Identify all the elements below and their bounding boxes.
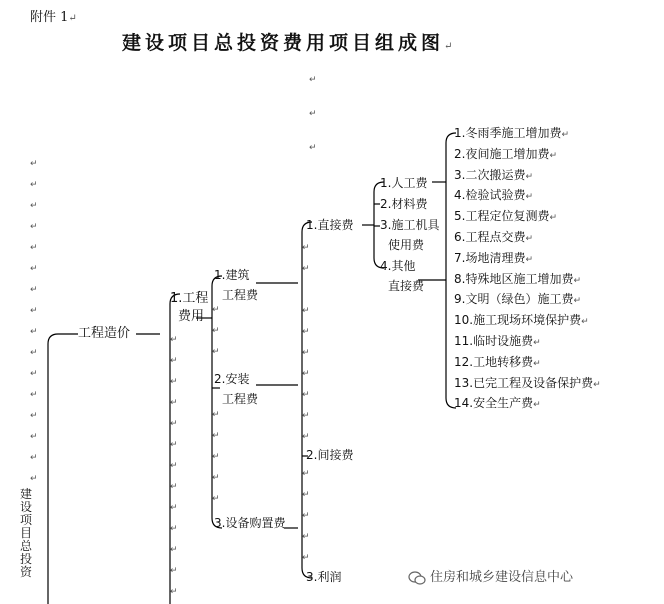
node-engineering-fee-l1: 1.工程 (170, 291, 209, 306)
measure-fee-item: 9.文明（绿色）施工费↵ (454, 292, 581, 307)
node-engineering-fee-l2: 费用 (178, 309, 205, 324)
wechat-icon (408, 571, 426, 585)
paragraph-mark: ↵ (302, 411, 310, 421)
measure-fee-item: 4.检验试验费↵ (454, 188, 533, 203)
paragraph-mark: ↵ (30, 348, 38, 358)
node-install-l1: 2.安装 (214, 372, 250, 386)
paragraph-mark: ↵ (302, 264, 310, 274)
paragraph-mark: ↵ (30, 411, 38, 421)
root-bracket (48, 334, 78, 604)
node-equipment: 3.设备购置费 (214, 516, 286, 530)
paragraph-mark: ↵ (170, 566, 178, 576)
node-profit: 3.利润 (306, 570, 342, 584)
node-machinery-l2: 使用费 (388, 238, 425, 252)
paragraph-mark: ↵ (30, 222, 38, 232)
paragraph-mark: ↵ (302, 469, 310, 479)
paragraph-mark: ↵ (170, 524, 178, 534)
measure-fee-item: 6.工程点交费↵ (454, 230, 533, 244)
paragraph-mark: ↵ (302, 390, 310, 400)
measure-fee-item: 14.安全生产费↵ (454, 396, 541, 411)
paragraph-mark: ↵ (212, 347, 220, 357)
paragraph-mark: ↵ (212, 305, 220, 315)
paragraph-mark: ↵ (302, 243, 310, 253)
measure-fee-item: 10.施工现场环境保护费↵ (454, 313, 589, 328)
paragraph-mark: ↵ (212, 452, 220, 462)
paragraph-mark: ↵ (212, 473, 220, 483)
paragraph-mark: ↵ (30, 390, 38, 400)
measure-fee-item: 11.临时设施费↵ (454, 334, 541, 348)
measure-fee-item: 5.工程定位复测费↵ (454, 209, 557, 224)
paragraph-mark: ↵ (170, 419, 178, 429)
paragraph-mark: ↵ (30, 327, 38, 337)
paragraph-mark: ↵ (170, 482, 178, 492)
watermark (408, 566, 573, 585)
node-building-l1: 1.建筑 (214, 268, 250, 282)
paragraph-mark: ↵ (302, 432, 310, 442)
paragraph-mark: ↵ (170, 545, 178, 555)
measure-fee-item: 3.二次搬运费↵ (454, 167, 533, 182)
measure-fee-item: 12.工地转移费↵ (454, 354, 541, 369)
paragraph-mark: ↵ (309, 143, 317, 153)
paragraph-mark: ↵ (30, 432, 38, 442)
paragraph-mark: ↵ (302, 490, 310, 500)
measure-fee-item: 13.已完工程及设备保护费↵ (454, 375, 601, 390)
paragraph-mark: ↵ (30, 306, 38, 316)
node-install-l2: 工程费 (222, 392, 259, 406)
paragraph-mark: ↵ (170, 356, 178, 366)
measure-fee-item: 7.场地清理费↵ (454, 250, 533, 265)
paragraph-mark: ↵ (170, 461, 178, 471)
paragraph-mark: ↵ (302, 327, 310, 337)
page-title: 建设项目总投资费用项目组成图↵ (122, 32, 457, 54)
node-cost: 工程造价 (78, 326, 131, 341)
paragraph-mark: ↵ (170, 587, 178, 597)
watermark-text: 住房和城乡建设信息中心 (430, 570, 574, 585)
paragraph-mark: ↵ (302, 532, 310, 542)
measure-fee-item: 2.夜间施工增加费↵ (454, 146, 557, 161)
paragraph-mark: ↵ (30, 159, 38, 169)
node-building-l2: 工程费 (222, 288, 259, 302)
l4-bracket (302, 222, 312, 578)
paragraph-mark: ↵ (170, 398, 178, 408)
node-machinery-l1: 3.施工机具 (380, 218, 440, 232)
node-material: 2.材料费 (380, 197, 428, 211)
paragraph-mark: ↵ (30, 201, 38, 211)
paragraph-mark: ↵ (30, 369, 38, 379)
paragraph-mark: ↵ (30, 474, 38, 484)
node-other-l1: 4.其他 (380, 259, 416, 273)
paragraph-mark: ↵ (170, 335, 178, 345)
paragraph-mark: ↵ (30, 453, 38, 463)
paragraph-mark: ↵ (212, 431, 220, 441)
paragraph-mark: ↵ (212, 410, 220, 420)
paragraph-mark: ↵ (30, 285, 38, 295)
paragraph-mark: ↵ (170, 503, 178, 513)
paragraph-mark: ↵ (309, 75, 317, 85)
paragraph-mark: ↵ (302, 553, 310, 563)
paragraph-mark: ↵ (30, 264, 38, 274)
paragraph-mark: ↵ (302, 511, 310, 521)
paragraph-mark: ↵ (170, 377, 178, 387)
paragraph-mark: ↵ (302, 348, 310, 358)
node-other-l2: 直接费 (388, 279, 425, 293)
node-labor: 1.人工费 (380, 176, 428, 190)
node-indirect-fee: 2.间接费 (306, 448, 354, 462)
paragraph-mark: ↵ (302, 306, 310, 316)
paragraph-mark: ↵ (30, 180, 38, 190)
measure-fee-item: 8.特殊地区施工增加费↵ (454, 271, 581, 286)
paragraph-mark: ↵ (302, 369, 310, 379)
attachment-label: 附件 1↵ (30, 10, 77, 25)
paragraph-mark: ↵ (30, 243, 38, 253)
paragraph-mark: ↵ (212, 494, 220, 504)
node-direct-fee: 1.直接费 (306, 218, 354, 232)
root-label: 建设项目总投资 (20, 487, 33, 579)
paragraph-mark: ↵ (170, 440, 178, 450)
measure-fee-item: 1.冬雨季施工增加费↵ (454, 126, 569, 140)
paragraph-mark: ↵ (212, 326, 220, 336)
paragraph-mark: ↵ (309, 109, 317, 119)
